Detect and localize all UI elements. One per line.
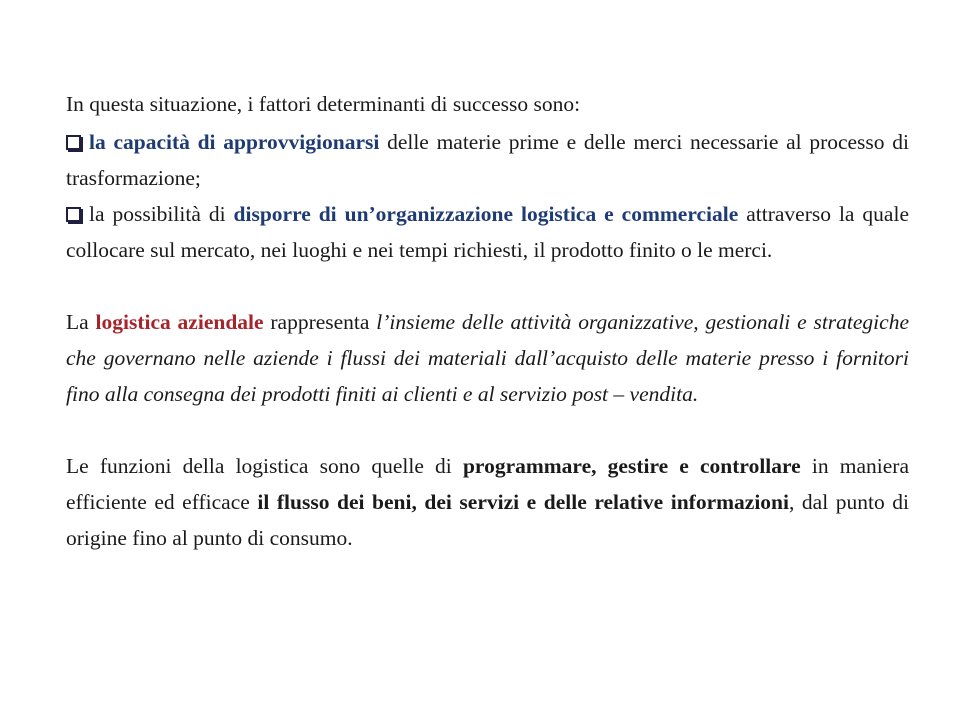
bullet2-lead: la possibilità di (89, 202, 234, 226)
para1-definition: l’insieme delle attività organizzative, gestionali e strategiche che governano nelle aziende i flussi dei materiali dall’acquisto delle materie presso i fornitori fino alla consegna dei prodotti finiti ai clienti e al servizio post – vendita. (66, 310, 909, 406)
bullet1-text: delle materie prime e delle merci necessarie al processo di trasformazione; (66, 130, 909, 190)
para2-bold1: programmare, gestire e controllare (462, 454, 801, 478)
checkbox-bullet-icon (66, 207, 81, 222)
spacer (66, 412, 909, 448)
bullet-item-approvvigionamento (66, 124, 909, 196)
paragraph-funzioni-logistica (66, 448, 909, 556)
para2-lead: Le funzioni della logistica sono quelle di (66, 454, 463, 478)
para1-mid: rappresenta (263, 310, 377, 334)
para2-rest: , dal punto di origine fino al punto di consumo. (66, 490, 909, 550)
checkbox-bullet-icon (66, 135, 81, 150)
bullet-item-organizzazione (66, 196, 909, 268)
slide-content (66, 86, 909, 556)
para1-lead: La (66, 310, 96, 334)
para1-highlight: logistica aziendale (95, 310, 264, 334)
para2-mid: in maniera efficiente ed efficace (66, 454, 909, 514)
bullet2-text: attraverso la quale collocare sul mercato, nei luoghi e nei tempi richiesti, il prodotto finito o le merci. (66, 202, 909, 262)
spacer (66, 268, 909, 304)
bullet2-highlight: disporre di un’organizzazione logistica e commerciale (233, 202, 739, 226)
intro-text: In questa situazione, i fattori determinanti di successo sono: (66, 92, 581, 116)
para2-bold2: il flusso dei beni, dei servizi e delle relative informazioni (257, 490, 789, 514)
paragraph-logistica-aziendale (66, 304, 909, 412)
bullet1-highlight: la capacità di approvvigionarsi (89, 130, 380, 154)
